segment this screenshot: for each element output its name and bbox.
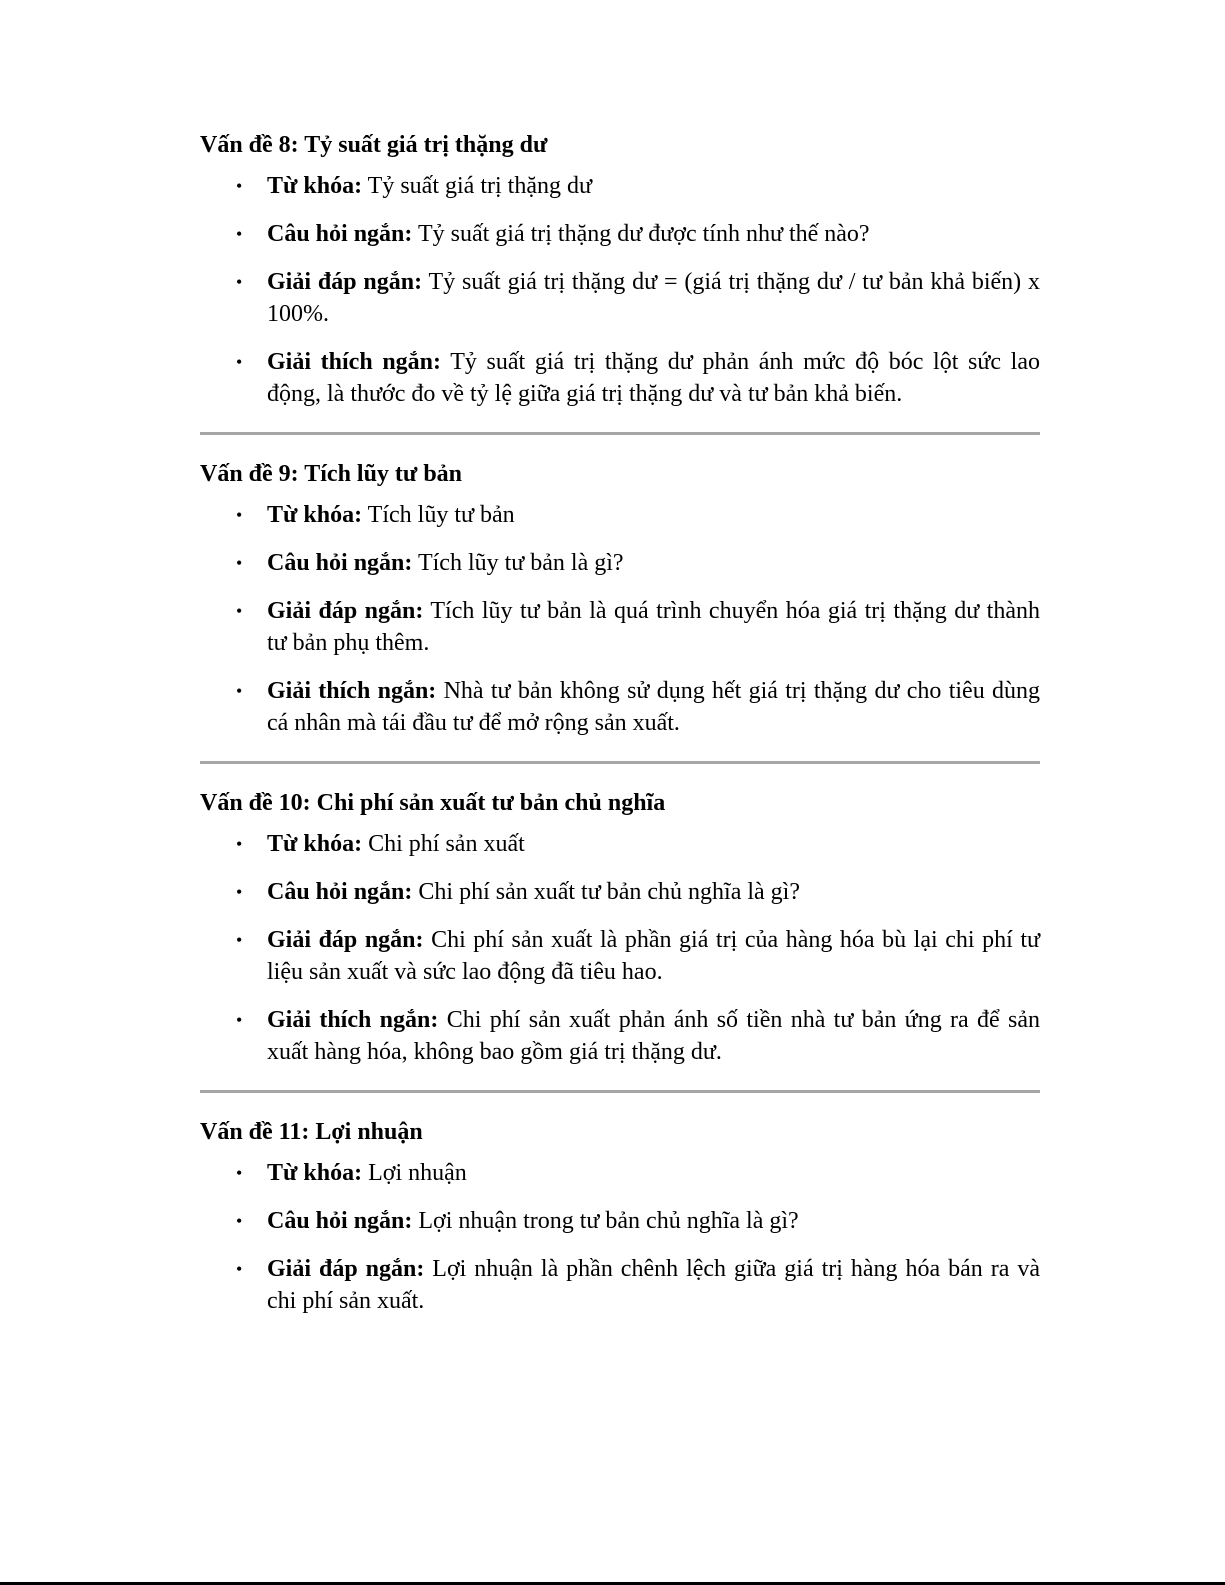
- list-item-answer: [200, 1253, 1040, 1317]
- item-text: Tích lũy tư bản là quá trình chuyển hóa giá trị thặng dư thành tư bản phụ thêm.: [267, 598, 1040, 656]
- item-label: Câu hỏi ngắn:: [267, 221, 413, 247]
- item-text: Lợi nhuận là phần chênh lệch giữa giá trị hàng hóa bán ra và chi phí sản xuất.: [267, 1256, 1041, 1314]
- bullet-icon: •: [236, 930, 243, 950]
- item-label: Câu hỏi ngắn:: [267, 879, 413, 905]
- document-page: [200, 128, 1040, 1333]
- bullet-list: [200, 499, 1040, 739]
- item-label: Từ khóa:: [267, 502, 363, 528]
- item-label: Giải thích ngắn:: [267, 349, 442, 375]
- bullet-icon: •: [236, 882, 243, 902]
- bullet-list: [200, 170, 1040, 410]
- list-item-keyword: [200, 499, 1040, 531]
- bullet-icon: •: [236, 176, 243, 196]
- list-item-keyword: [200, 170, 1040, 202]
- item-label: Giải thích ngắn:: [267, 678, 437, 704]
- bullet-icon: •: [236, 553, 243, 573]
- section-title: Vấn đề 10: Chi phí sản xuất tư bản chủ nghĩa: [200, 790, 666, 816]
- item-text: Lợi nhuận trong tư bản chủ nghĩa là gì?: [412, 1208, 799, 1234]
- item-label: Giải đáp ngắn:: [267, 269, 423, 295]
- section-van-de-11: [200, 1115, 1040, 1317]
- item-text: Tỷ suất giá trị thặng dư = (giá trị thặng dư / tư bản khả biến) x 100%.: [267, 269, 1041, 327]
- list-item-keyword: [200, 1157, 1040, 1189]
- item-text: Chi phí sản xuất là phần giá trị của hàng hóa bù lại chi phí tư liệu sản xuất và sức lao động đã tiêu hao.: [267, 927, 1040, 985]
- list-item-explanation: [200, 346, 1040, 410]
- section-title: Vấn đề 8: Tỷ suất giá trị thặng dư: [200, 132, 548, 158]
- section-divider: [200, 432, 1040, 435]
- item-label: Giải đáp ngắn:: [267, 598, 424, 624]
- section-van-de-9: [200, 457, 1040, 739]
- bullet-icon: •: [236, 681, 243, 701]
- item-label: Từ khóa:: [267, 1160, 363, 1186]
- list-item-question: [200, 1205, 1040, 1237]
- list-item-answer: [200, 266, 1040, 330]
- item-label: Từ khóa:: [267, 173, 363, 199]
- item-label: Từ khóa:: [267, 831, 363, 857]
- list-item-question: [200, 218, 1040, 250]
- bullet-icon: •: [236, 224, 243, 244]
- list-item-explanation: [200, 675, 1040, 739]
- item-text: Tỷ suất giá trị thặng dư được tính như thế nào?: [412, 221, 870, 247]
- list-item-question: [200, 876, 1040, 908]
- list-item-answer: [200, 595, 1040, 659]
- item-text: Tỷ suất giá trị thặng dư: [362, 173, 592, 199]
- bullet-list: [200, 828, 1040, 1068]
- bullet-icon: •: [236, 505, 243, 525]
- item-label: Câu hỏi ngắn:: [267, 550, 413, 576]
- item-text: Tỷ suất giá trị thặng dư phản ánh mức độ bóc lột sức lao động, là thước đo về tỷ lệ giữa giá trị thặng dư và tư bản khả biến.: [267, 349, 1040, 407]
- item-label: Giải đáp ngắn:: [267, 927, 424, 953]
- section-title: Vấn đề 9: Tích lũy tư bản: [200, 461, 463, 487]
- item-text: Tích lũy tư bản là gì?: [412, 550, 624, 576]
- bullet-icon: •: [236, 1211, 243, 1231]
- item-label: Giải thích ngắn:: [267, 1007, 439, 1033]
- bullet-icon: •: [236, 834, 243, 854]
- item-text: Nhà tư bản không sử dụng hết giá trị thặng dư cho tiêu dùng cá nhân mà tái đầu tư để mở rộng sản xuất.: [267, 678, 1040, 736]
- bullet-icon: •: [236, 1010, 243, 1030]
- section-van-de-10: [200, 786, 1040, 1068]
- item-text: Tích lũy tư bản: [362, 502, 515, 528]
- bullet-icon: •: [236, 1259, 243, 1279]
- list-item-question: [200, 547, 1040, 579]
- section-van-de-8: [200, 128, 1040, 410]
- bullet-icon: •: [236, 1163, 243, 1183]
- section-divider: [200, 761, 1040, 764]
- section-divider: [200, 1090, 1040, 1093]
- bullet-icon: •: [236, 352, 243, 372]
- section-title: Vấn đề 11: Lợi nhuận: [200, 1119, 423, 1145]
- item-text: Chi phí sản xuất: [362, 831, 525, 857]
- list-item-explanation: [200, 1004, 1040, 1068]
- item-text: Chi phí sản xuất tư bản chủ nghĩa là gì?: [412, 879, 800, 905]
- item-text: Lợi nhuận: [362, 1160, 467, 1186]
- item-label: Giải đáp ngắn:: [267, 1256, 425, 1282]
- list-item-keyword: [200, 828, 1040, 860]
- bullet-icon: •: [236, 601, 243, 621]
- item-text: Chi phí sản xuất phản ánh số tiền nhà tư bản ứng ra để sản xuất hàng hóa, không bao gồm giá trị thặng dư.: [267, 1007, 1040, 1065]
- item-label: Câu hỏi ngắn:: [267, 1208, 413, 1234]
- list-item-answer: [200, 924, 1040, 988]
- bullet-list: [200, 1157, 1040, 1317]
- bullet-icon: •: [236, 272, 243, 292]
